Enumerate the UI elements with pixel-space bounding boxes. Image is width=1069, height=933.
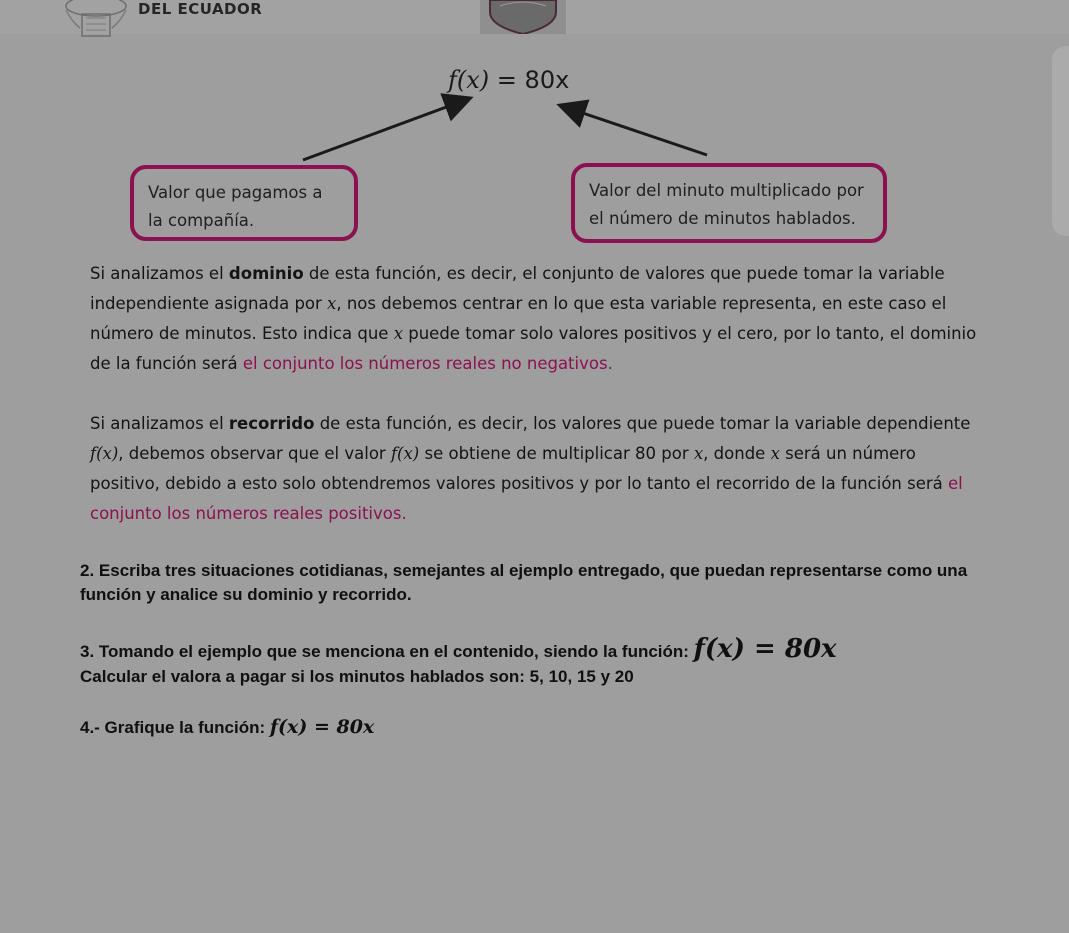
left-arrow: [303, 99, 468, 160]
question-4-formula: f(x) = 80x: [269, 716, 375, 738]
right-arrow: [562, 106, 707, 155]
question-4: 4.- Grafique la función: f(x) = 80x: [80, 716, 375, 738]
formula-equals: =: [496, 66, 517, 94]
question-2: 2. Escriba tres situaciones cotidianas, semejantes al ejemplo entregado, que puedan representarse como una función y analice su dominio y recorrido.: [80, 561, 968, 604]
main-formula: [448, 66, 569, 94]
term-dominio: dominio: [228, 264, 304, 283]
question-3: 3. Tomando el ejemplo que se menciona en el contenido, siendo la función: f(x) = 80x: [80, 634, 837, 664]
recorrido-answer: el conjunto los números reales positivos.: [90, 474, 963, 523]
question-3-detail: Calcular el valora a pagar si los minutos hablados son: 5, 10, 15 y 20: [80, 667, 634, 686]
paragraph-recorrido: Si analizamos el recorrido de esta función, es decir, los valores que puede tomar la variable dependiente f(x), debemos observar que el valor f(x) se obtiene de multiplicar 80 por x, donde x será un número positivo, debido a esto solo obtendremos valores positivos y por lo tanto el recorrido de la función será el conjunto los números reales positivos.: [90, 414, 971, 523]
callout-amount-paid: Valor que pagamos a la compañía.: [130, 165, 358, 241]
question-3-formula: f(x) = 80x: [693, 634, 837, 664]
dominio-answer: el conjunto los números reales no negativos.: [242, 354, 613, 373]
paragraph-dominio: Si analizamos el dominio de esta función, es decir, el conjunto de valores que puede tomar la variable independiente asignada por x, nos debemos centrar en lo que esta variable representa, en este caso el número de minutos. Esto indica que x puede tomar solo valores positivos y el cero, por lo tanto, el dominio de la función será el conjunto los números reales no negativos.: [90, 264, 977, 373]
formula-rhs: 80x: [524, 66, 570, 94]
term-recorrido: recorrido: [228, 414, 315, 433]
formula-lhs: f(x): [448, 66, 490, 94]
callout-minute-value: Valor del minuto multiplicado por el número de minutos hablados.: [571, 163, 887, 243]
country-name: DEL ECUADOR: [138, 0, 263, 18]
